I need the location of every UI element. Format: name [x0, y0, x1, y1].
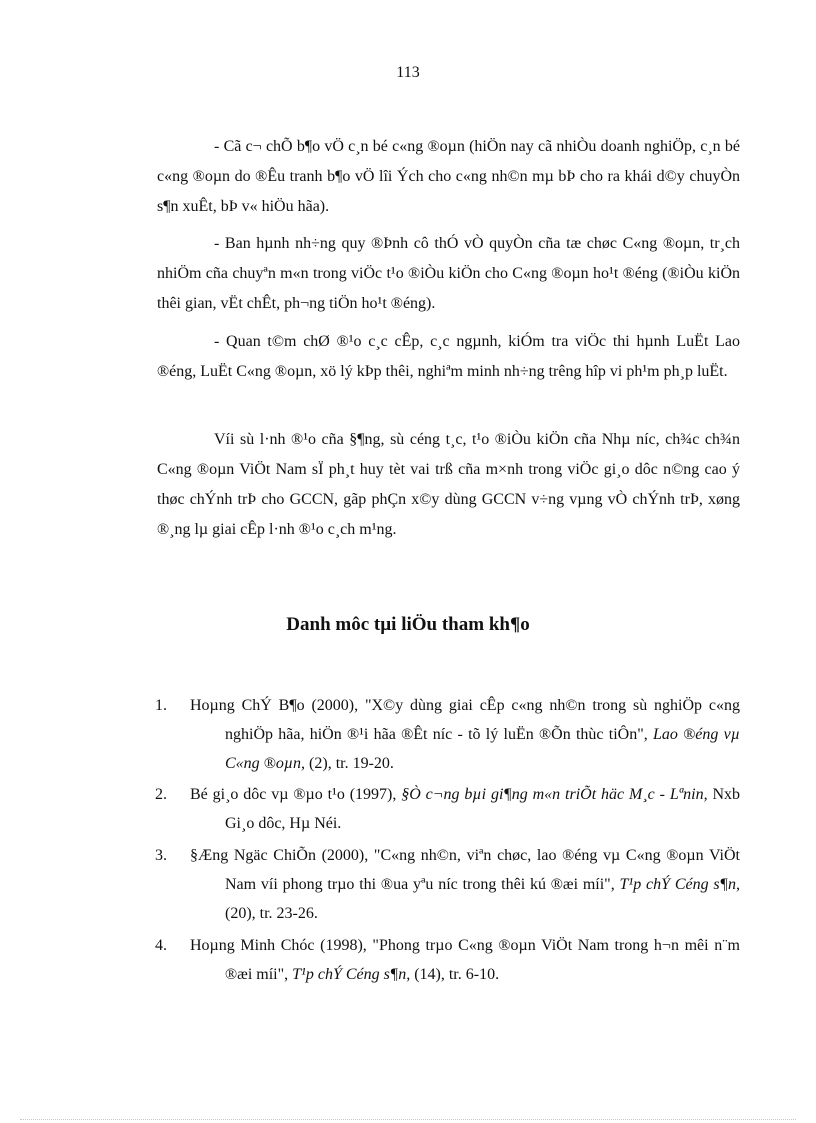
reference-number: 3.	[155, 847, 167, 864]
paragraph-conclusion: Víi sù l·nh ®¹o cña §¶ng, sù céng t¸c, t¹o ®iÒu kiÖn cña Nhµ níc, ch¾c ch¾n C«ng ®oµn ViÖt Nam sÏ ph¸t huy tèt vai trß cña m×nh trong viÖc gi¸o dôc n©ng cao ý thøc chÝnh trÞ cho GCCN, gãp phÇn x©y dùng GCCN v÷ng vµng vÒ chÝnh trÞ, xøng ®¸ng lµ giai cÊp l·nh ®¹o c¸ch m¹ng.	[157, 431, 740, 538]
page-bottom-divider	[20, 1119, 796, 1120]
reference-text: Hoµng ChÝ B¶o (2000), "X©y dùng giai cÊp c«ng nh©n trong sù nghiÖp c«ng nghiÖp hãa, hiÖn ®¹i hãa ®Êt níc - tõ lý luËn ®Õn thùc tiÔn", Lao ®éng vµ C«ng ®oµn, (2), tr. 19-20.	[190, 697, 740, 772]
reference-item	[155, 841, 740, 928]
reference-item	[155, 931, 740, 989]
reference-text: Bé gi¸o dôc vµ ®µo t¹o (1997), §Ò c¬ng bµi gi¶ng m«n triÕt häc M¸c - Lªnin, Nxb Gi¸o dôc, Hµ Néi.	[190, 786, 741, 832]
paragraph-law-enforcement: - Quan t©m chØ ®¹o c¸c cÊp, c¸c ngµnh, kiÓm tra viÖc thi hµnh LuËt Lao ®éng, LuËt C«ng ®oµn, xö lý kÞp thêi, nghiªm minh nh÷ng trêng hîp vi ph¹m ph¸p luËt.	[157, 333, 740, 380]
reference-text: §Æng Ngäc ChiÕn (2000), "C«ng nh©n, viªn chøc, lao ®éng vµ C«ng ®oµn ViÖt Nam víi phong trµo thi ®ua yªu níc trong thêi kú ®æi míi", T¹p chÝ Céng s¶n, (20), tr. 23-26.	[190, 847, 741, 922]
references-heading: Danh môc tµi liÖu tham kh¶o	[286, 614, 530, 635]
reference-item	[155, 691, 740, 778]
paragraph-union-protection: - Cã c¬ chÕ b¶o vÖ c¸n bé c«ng ®oµn (hiÖn nay cã nhiÒu doanh nghiÖp, c¸n bé c«ng ®oµn do ®Êu tranh b¶o vÖ lîi Ých cho c«ng nh©n mµ bÞ cho ra khái d©y chuyÒn s¶n xuÊt, bÞ v« hiÖu hãa).	[157, 138, 740, 215]
paragraph-union-regulations: - Ban hµnh nh÷ng quy ®Þnh cô thÓ vÒ quyÒn cña tæ chøc C«ng ®oµn, tr¸ch nhiÖm cña chuyªn m«n trong viÖc t¹o ®iÒu kiÖn cho C«ng ®oµn ho¹t ®éng (®iÒu kiÖn thêi gian, vËt chÊt, ph¬ng tiÖn ho¹t ®éng).	[157, 235, 740, 312]
reference-number: 4.	[155, 937, 167, 954]
reference-text: Hoµng Minh Chóc (1998), "Phong trµo C«ng ®oµn ViÖt Nam trong h¬n mêi n¨m ®æi míi", T¹p chÝ Céng s¶n, (14), tr. 6-10.	[190, 937, 740, 983]
reference-item	[155, 780, 740, 838]
page-number: 113	[396, 64, 420, 81]
reference-number: 1.	[155, 697, 167, 714]
reference-number: 2.	[155, 786, 167, 803]
